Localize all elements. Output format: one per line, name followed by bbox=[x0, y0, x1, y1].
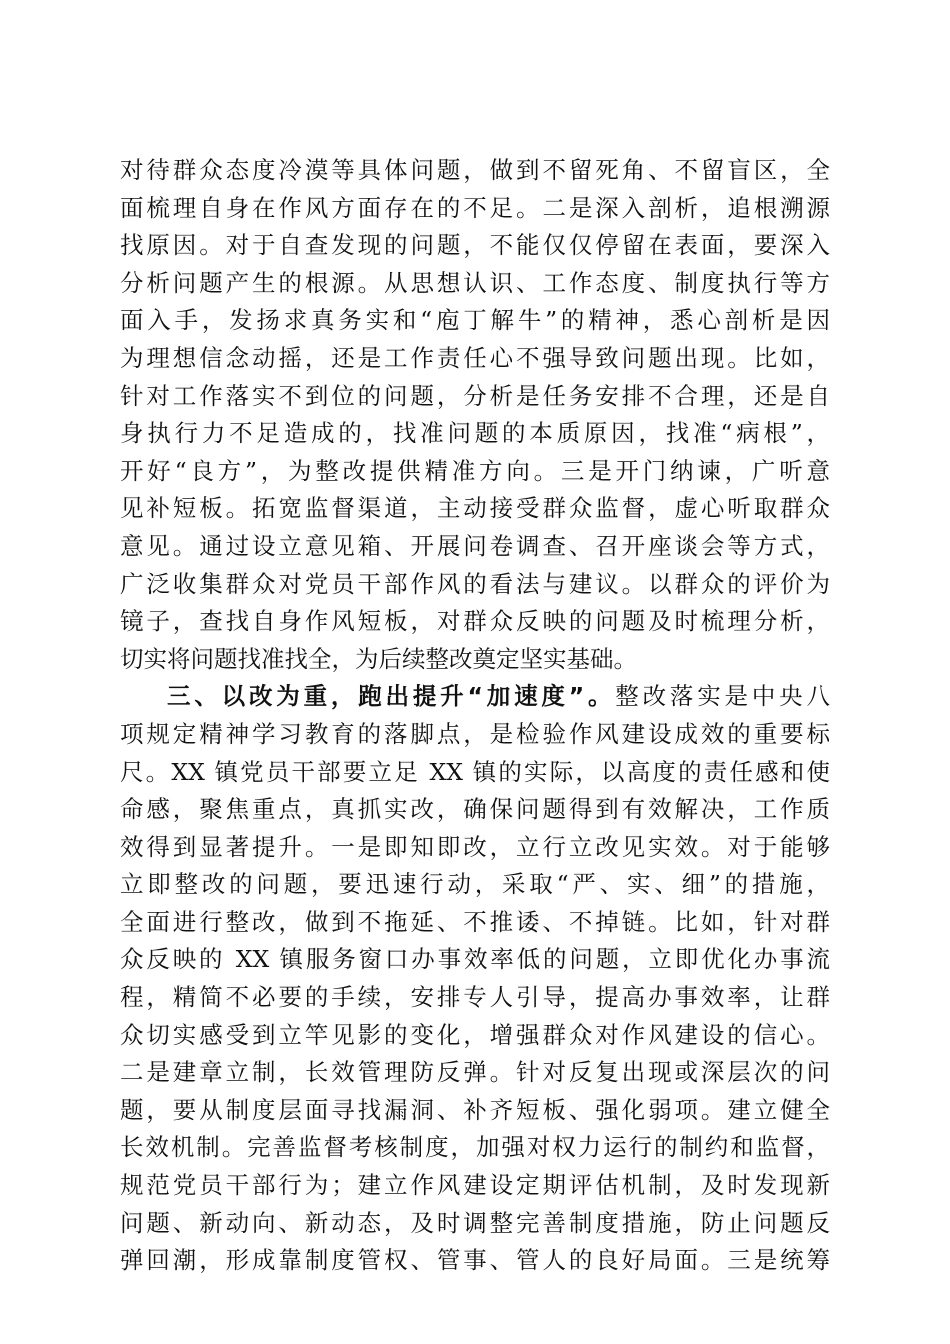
text-line: 全面进行整改，做到不拖延、不推诿、不掉链。比如，针对群 bbox=[120, 907, 830, 936]
text-line: 切实将问题找准找全，为后续整改奠定坚实基础。 bbox=[120, 644, 637, 673]
text-line: 效得到显著提升。一是即知即改，立行立改见实效。对于能够 bbox=[120, 832, 830, 861]
text-line: 尺。XX 镇党员干部要立足 XX 镇的实际，以高度的责任感和使 bbox=[120, 757, 830, 786]
section-3-heading: 三、以改为重，跑出提升“加速度”。 bbox=[167, 682, 616, 711]
text-line: 对待群众态度冷漠等具体问题，做到不留死角、不留盲区，全 bbox=[120, 156, 830, 184]
text-line: 身执行力不足造成的，找准问题的本质原因，找准“病根”， bbox=[120, 419, 830, 448]
section-3-first-line bbox=[120, 678, 830, 716]
text-line: 二是建章立制，长效管理防反弹。针对反复出现或深层次的问 bbox=[120, 1058, 830, 1087]
text-line: 找原因。对于自查发现的问题，不能仅仅停留在表面，要深入 bbox=[120, 231, 830, 260]
text-line: 广泛收集群众对党员干部作风的看法与建议。以群众的评价为 bbox=[120, 569, 830, 598]
text-line: 针对工作落实不到位的问题，分析是任务安排不合理，还是自 bbox=[120, 381, 830, 410]
text-line: 众切实感受到立竿见影的变化，增强群众对作风建设的信心。 bbox=[120, 1020, 830, 1049]
text-line: 众反映的 XX 镇服务窗口办事效率低的问题，立即优化办事流 bbox=[120, 945, 830, 974]
text-line: 项规定精神学习教育的落脚点，是检验作风建设成效的重要标 bbox=[120, 719, 830, 748]
text-line: 题，要从制度层面寻找漏洞、补齐短板、强化弱项。建立健全 bbox=[120, 1095, 830, 1124]
text-line: 为理想信念动摇，还是工作责任心不强导致问题出现。比如， bbox=[120, 343, 830, 372]
text-line: 见补短板。拓宽监督渠道，主动接受群众监督，虚心听取群众 bbox=[120, 494, 830, 523]
text-line: 面梳理自身在作风方面存在的不足。二是深入剖析，追根溯源 bbox=[120, 193, 830, 222]
text-line: 开好“良方”，为整改提供精准方向。三是开门纳谏，广听意 bbox=[120, 456, 830, 485]
text-line: 分析问题产生的根源。从思想认识、工作态度、制度执行等方 bbox=[120, 268, 830, 297]
section-3-first-line-rest: 整改落实是中央八 bbox=[615, 682, 831, 711]
text-line: 意见。通过设立意见箱、开展问卷调查、召开座谈会等方式， bbox=[120, 531, 830, 560]
text-line: 立即整改的问题，要迅速行动，采取“严、实、细”的措施， bbox=[120, 870, 830, 899]
text-line: 长效机制。完善监督考核制度，加强对权力运行的制约和监督， bbox=[120, 1133, 830, 1162]
text-line: 规范党员干部行为；建立作风建设定期评估机制，及时发现新 bbox=[120, 1171, 830, 1200]
text-line: 命感，聚焦重点，真抓实改，确保问题得到有效解决，工作质 bbox=[120, 795, 830, 824]
text-line: 问题、新动向、新动态，及时调整完善制度措施，防止问题反 bbox=[120, 1208, 830, 1237]
text-line: 程，精简不必要的手续，安排专人引导，提高办事效率，让群 bbox=[120, 983, 830, 1012]
text-line: 镜子，查找自身作风短板，对群众反映的问题及时梳理分析， bbox=[120, 607, 830, 636]
text-line: 弹回潮，形成靠制度管权、管事、管人的良好局面。三是统筹 bbox=[120, 1246, 830, 1275]
text-line: 面入手，发扬求真务实和“庖丁解牛”的精神，悉心剖析是因 bbox=[120, 306, 830, 335]
body-text bbox=[120, 152, 830, 1280]
